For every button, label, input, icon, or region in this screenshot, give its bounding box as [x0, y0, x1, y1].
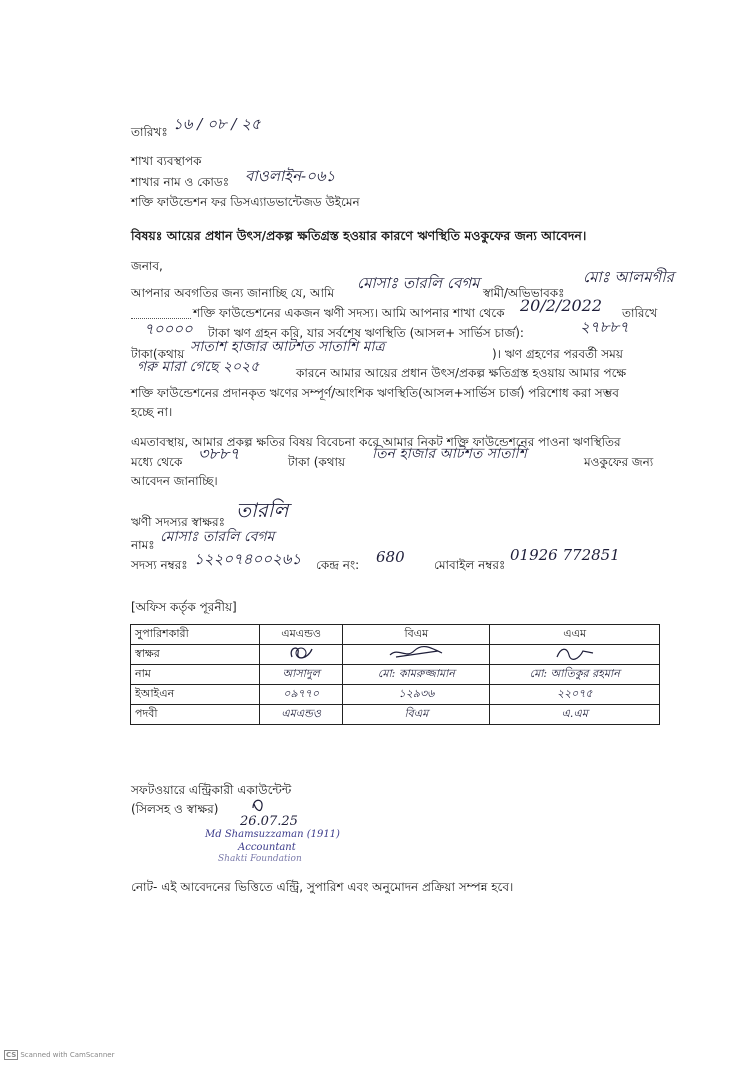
body-line-4a: টাকা(কথায় [131, 347, 185, 361]
subject-line: বিষয়ঃ আয়ের প্রধান উৎস/প্রকল্প ক্ষতিগ্রস্ত হওয়ার কারণে ঋণস্থিতি মওকুফের জন্য আবেদন। [131, 228, 587, 243]
table-cell: এমএন্ডও [260, 705, 343, 725]
seal-signature-label: (সিলসহ ও স্বাক্ষর) [131, 802, 219, 816]
table-cell: ০৯৭৭০ [260, 685, 343, 705]
table-header-cell: এএম [490, 625, 660, 645]
table-row [131, 705, 660, 725]
office-recommendation-table [130, 624, 660, 725]
body-line-10: আবেদন জানাচ্ছি। [131, 474, 218, 488]
body-line-5a: কারনে আমার আয়ের প্রধান উৎস/প্রকল্প ক্ষতিগ্রস্ত হওয়ায় আমার পক্ষে [296, 366, 627, 380]
body-line-7: হচ্ছে না। [131, 405, 173, 419]
salutation: জনাব, [131, 259, 163, 273]
table-row [131, 645, 660, 665]
reason-handwritten: গরু মারা গেছে ২০২৫ [137, 359, 260, 375]
table-cell: ১২৯৩৬ [343, 685, 490, 705]
guardian-handwritten: মোঃ আলমগীর [583, 268, 674, 286]
body-line-6: শক্তি ফাউন্ডেশনের প্রদানকৃত ঋণের সম্পূর্ণ/আংশিক ঋণস্থিতি(আসল+সার্ভিস চার্জ) পরিশোধ করা সম্ভব [131, 386, 619, 400]
loan-date-handwritten: 20/2/2022 [520, 296, 603, 315]
name-label: নামঃ [131, 538, 155, 552]
signature-scribble [553, 645, 597, 661]
table-cell: ২২০৭৫ [490, 685, 660, 705]
body-line-4b: )। ঋণ গ্রহণের পরবর্তী সময় [492, 347, 623, 361]
table-header-cell: সুপারিশকারী [131, 625, 260, 645]
signature-cell [490, 645, 660, 665]
signature-cell [343, 645, 490, 665]
applicant-name-handwritten: মোসাঃ তারলি বেগম [357, 274, 480, 292]
mobile-number-label: মোবাইল নম্বরঃ [434, 558, 506, 572]
table-cell: এ.এম [490, 705, 660, 725]
dotted-line [131, 318, 191, 319]
accountant-signature-scribble [250, 796, 266, 812]
date-value: ১৬ / ০৮ / ২৫ [173, 115, 261, 133]
note-line: নোট- এই আবেদনের ভিত্তিতে এন্ট্রি, সুপারিশ এবং অনুমোদন প্রক্রিয়া সম্পন্ন হবে। [131, 880, 514, 894]
branch-value: বাওলাইন-০৬১ [245, 167, 336, 185]
mobile-number-handwritten: 01926 772851 [510, 546, 620, 564]
center-number-label: কেন্দ্র নং: [316, 558, 360, 572]
organization-name: শক্তি ফাউন্ডেশন ফর ডিসএ্যাডভান্টেজড উইমেন [131, 195, 360, 209]
camscanner-logo-icon: CS [6, 1051, 17, 1059]
row-label: ইআইএন [131, 685, 260, 705]
body-line-1a: আপনার অবগতির জন্য জানাচ্ছি যে, আমি [131, 286, 335, 300]
stamp-organization: Shakti Foundation [218, 854, 302, 864]
body-line-2a: শক্তি ফাউন্ডেশনের একজন ঋণী সদস্য। আমি আপনার শাখা থেকে [193, 306, 505, 320]
date-label: তারিখঃ [131, 125, 168, 139]
body-line-8: এমতাবস্থায়, আমার প্রকল্প ক্ষতির বিষয় বিবেচনা করে আমার নিকট শক্তি ফাউন্ডেশনের পাওনা ঋণস্থিতির [131, 435, 621, 449]
software-entry-title: সফটওয়ারে এন্ট্রিকারী একাউন্টেন্ট [131, 783, 292, 797]
table-cell: মো: আতিকুর রহমান [490, 665, 660, 685]
loan-amount-handwritten: ৭০০০০ [144, 320, 193, 338]
body-line-3a: টাকা ঋণ গ্রহন করি, যার সর্বশেষ ঋণস্থিতি (আসল+ সার্ভিস চার্জ): [208, 326, 524, 340]
table-header-cell: বিএম [343, 625, 490, 645]
table-cell: মো: কামরুজ্জামান [343, 665, 490, 685]
branch-label: শাখার নাম ও কোডঃ [131, 175, 230, 189]
body-line-9b: টাকা (কথায় [288, 455, 346, 469]
body-line-1b: স্বামী/অভিভাবকঃ [483, 286, 565, 300]
table-header-row [131, 625, 660, 645]
table-header-cell: এমএন্ডও [260, 625, 343, 645]
member-number-handwritten: ১২২০৭৪০০২৬১ [194, 550, 302, 568]
accountant-date-handwritten: 26.07.25 [240, 814, 298, 829]
row-label: নাম [131, 665, 260, 685]
body-line-9c: মওকুফের জন্য [584, 455, 654, 469]
signature-scribble [386, 645, 446, 661]
body-line-2b: তারিখে [622, 306, 658, 320]
signature-scribble [286, 645, 316, 661]
camscanner-watermark [4, 1050, 114, 1060]
balance-handwritten: ২৭৮৮৭ [580, 318, 629, 336]
camscanner-text: Scanned with CamScanner [20, 1051, 115, 1059]
table-cell: বিএম [343, 705, 490, 725]
stamp-role: Accountant [238, 842, 296, 853]
applicant-signature: তারলি [236, 498, 289, 522]
stamp-name: Md Shamsuzzaman (1911) [205, 829, 340, 840]
waive-amount-handwritten: ৩৮৮৭ [198, 444, 240, 463]
waive-words-handwritten: তিন হাজার আটশত সাতাশি [372, 446, 527, 462]
name-handwritten: মোসাঃ তারলি বেগম [160, 529, 275, 545]
office-heading: [অফিস কর্তৃক পূরনীয়] [131, 600, 237, 614]
member-number-label: সদস্য নম্বরঃ [131, 558, 188, 572]
amount-in-words-handwritten: সাতাশ হাজার আটশত সাতাশি মাত্র [190, 339, 385, 355]
center-number-value: 680 [376, 548, 405, 566]
row-label: স্বাক্ষর [131, 645, 260, 665]
table-row [131, 665, 660, 685]
body-line-9a: মধ্যে থেকে [131, 455, 183, 469]
recipient-title: শাখা ব্যবস্থাপক [131, 154, 202, 168]
signature-cell [260, 645, 343, 665]
signature-label: ঋণী সদস্যর স্বাক্ষরঃ [131, 515, 225, 529]
table-cell: আসাদুল [260, 665, 343, 685]
row-label: পদবী [131, 705, 260, 725]
table-row [131, 685, 660, 705]
